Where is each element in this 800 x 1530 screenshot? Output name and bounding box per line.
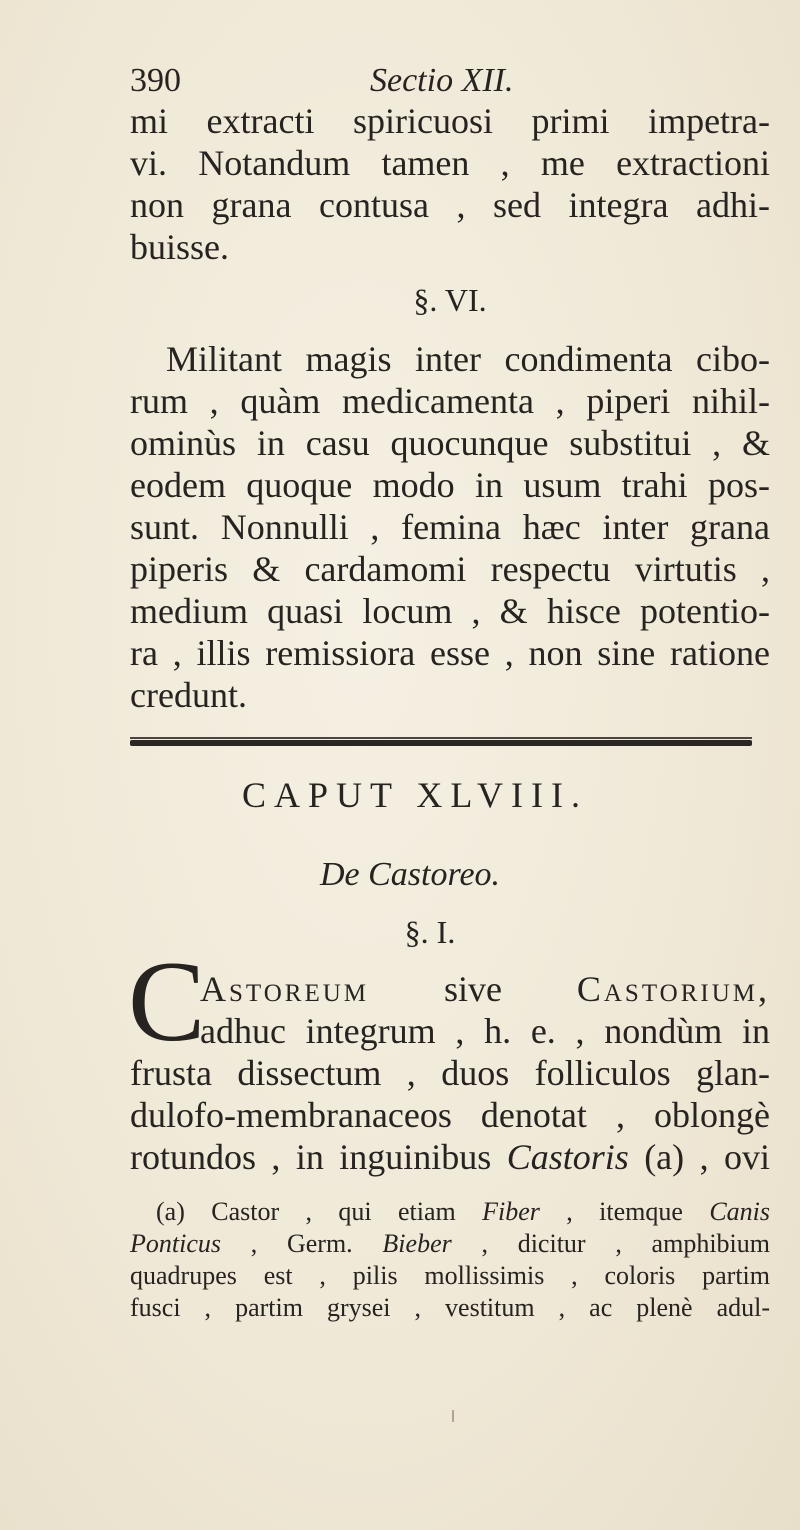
text-run: (a) , ovi [628, 1137, 770, 1177]
text-line [130, 1136, 770, 1178]
chapter-subtitle: De Castoreo. [319, 856, 501, 893]
term-bieber: Bieber [382, 1229, 452, 1258]
term-castorium: Castorium, [576, 969, 770, 1009]
section-mark-vi: §. VI. [413, 282, 487, 318]
text-line [200, 968, 770, 1010]
word-sive: sive [369, 969, 577, 1009]
text-line: non grana contusa , sed integra adhi- [130, 185, 770, 225]
paragraph-continuation [130, 100, 770, 268]
text-line: dulofo-membranaceos denotat , oblongè [130, 1095, 770, 1135]
footnote-line: quadrupes est , pilis mollissimis , coloris partim [130, 1261, 770, 1290]
drop-cap: C [128, 938, 206, 1066]
paragraph-castoreum-head [200, 968, 770, 1052]
text-run: , itemque [539, 1197, 710, 1226]
text-line: ra , illis remissiora esse , non sine ratione [130, 633, 770, 673]
section-mark-i: §. I. [404, 914, 456, 950]
text-line: credunt. [130, 675, 247, 715]
text-line: medium quasi locum , & hisce potentio- [130, 591, 770, 631]
term-castoreum: Astoreum [200, 969, 370, 1009]
running-head: Sectio XII. [370, 62, 514, 99]
term-ponticus: Ponticus [130, 1229, 221, 1258]
footnote-line: fusci , partim grysei , vestitum , ac plenè adul- [130, 1293, 770, 1322]
term-canis: Canis [709, 1197, 770, 1226]
chapter-title: CAPUT XLVIII. [241, 775, 588, 815]
paragraph-castoreum-body [130, 1052, 770, 1178]
term-fiber: Fiber [482, 1197, 540, 1226]
footnote-line [130, 1196, 770, 1228]
text-line: ominùs in casu quocunque substitui , & [130, 423, 770, 463]
footnote [130, 1196, 770, 1324]
text-line: frusta dissectum , duos folliculos glan- [130, 1053, 770, 1093]
footnote-line [130, 1228, 770, 1260]
text-run: (a) Castor , qui etiam [156, 1197, 483, 1226]
divider-rule [130, 740, 752, 746]
text-line: mi extracti spiricuosi primi impetra- [130, 101, 770, 141]
term-castoris: Castoris [506, 1137, 629, 1177]
text-line: adhuc integrum , h. e. , nondùm in [200, 1011, 770, 1051]
divider-rule-thin [130, 737, 752, 739]
text-line: vi. Notandum tamen , me extractioni [130, 143, 770, 183]
paper-speck [452, 1410, 454, 1422]
text-run: , Germ. [221, 1229, 383, 1258]
text-line: piperis & cardamomi respectu virtutis , [130, 549, 770, 589]
text-run: , dicitur , amphibium [451, 1229, 770, 1258]
text-line: Militant magis inter condimenta cibo- [166, 339, 770, 379]
text-line: eodem quoque modo in usum trahi pos- [130, 465, 770, 505]
paragraph-militant [130, 338, 770, 716]
text-line: buisse. [130, 227, 229, 267]
text-line: sunt. Nonnulli , femina hæc inter grana [130, 507, 770, 547]
text-run: rotundos , in inguinibus [130, 1137, 507, 1177]
page-number: 390 [130, 62, 181, 99]
page-header [130, 62, 770, 102]
text-line: rum , quàm medicamenta , piperi nihil- [130, 381, 770, 421]
